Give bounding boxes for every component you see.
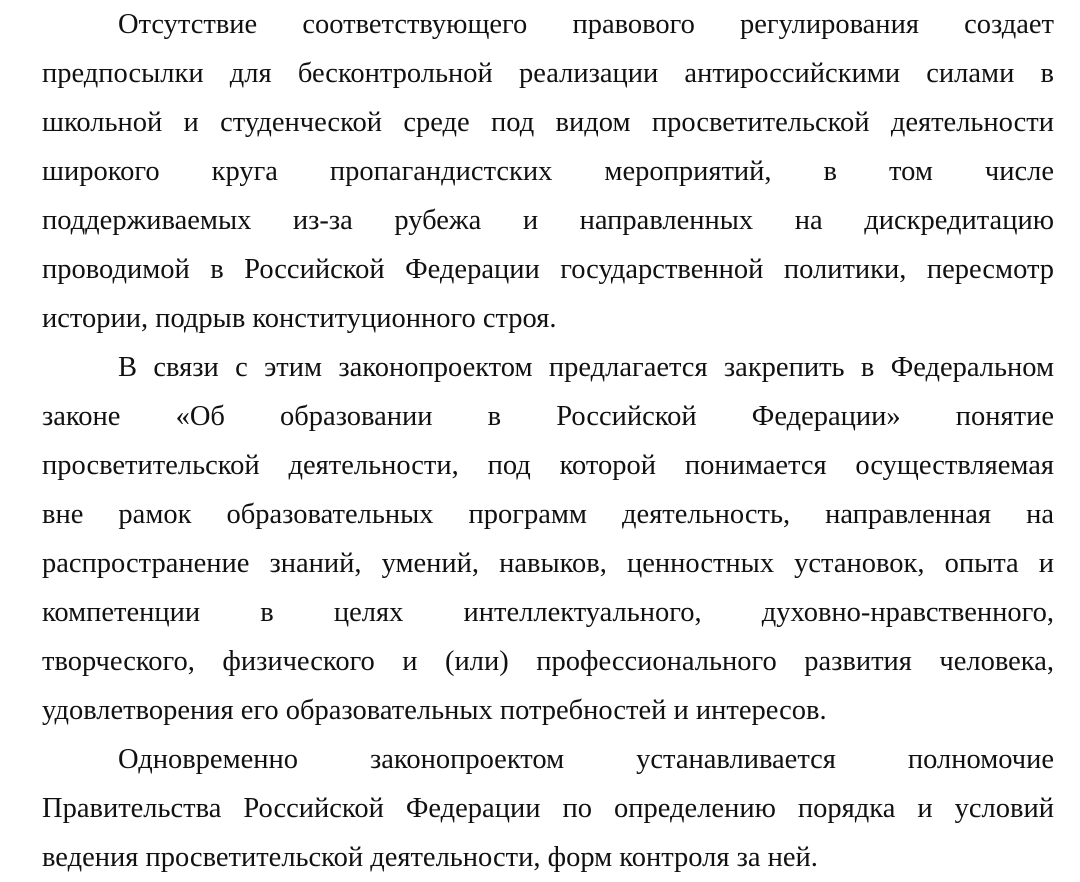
paragraph-1-line-2: предпосылки для бесконтрольной реализации антироссийскими силами в bbox=[42, 58, 1054, 89]
paragraph-1-line-6: проводимой в Российской Федерации государственной политики, пересмотр bbox=[42, 254, 1054, 285]
paragraph-1-line-3: школьной и студенческой среде под видом просветительской деятельности bbox=[42, 107, 1054, 138]
paragraph-3-line-3: ведения просветительской деятельности, форм контроля за ней. bbox=[42, 842, 818, 873]
paragraph-2-line-4: вне рамок образовательных программ деятельность, направленная на bbox=[42, 499, 1054, 530]
paragraph-2-line-7: творческого, физического и (или) профессионального развития человека, bbox=[42, 646, 1054, 677]
paragraph-2-line-3: просветительской деятельности, под которой понимается осуществляемая bbox=[42, 450, 1054, 481]
paragraph-2-line-5: распространение знаний, умений, навыков, ценностных установок, опыта и bbox=[42, 548, 1054, 579]
paragraph-2-line-8: удовлетворения его образовательных потребностей и интересов. bbox=[42, 695, 827, 726]
paragraph-3-line-2: Правительства Российской Федерации по определению порядка и условий bbox=[42, 793, 1054, 824]
paragraph-2-line-1: В связи с этим законопроектом предлагается закрепить в Федеральном bbox=[118, 352, 1054, 383]
paragraph-2-line-6: компетенции в целях интеллектуального, духовно-нравственного, bbox=[42, 597, 1054, 628]
paragraph-2-line-2: законе «Об образовании в Российской Федерации» понятие bbox=[42, 401, 1054, 432]
paragraph-1-line-5: поддерживаемых из-за рубежа и направленных на дискредитацию bbox=[42, 205, 1054, 236]
paragraph-1-line-4: широкого круга пропагандистских мероприятий, в том числе bbox=[42, 156, 1054, 187]
paragraph-3-line-1: Одновременно законопроектом устанавливается полномочие bbox=[118, 744, 1054, 775]
paragraph-1-line-7: истории, подрыв конституционного строя. bbox=[42, 303, 557, 334]
paragraph-1-line-1: Отсутствие соответствующего правового регулирования создает bbox=[118, 9, 1054, 40]
